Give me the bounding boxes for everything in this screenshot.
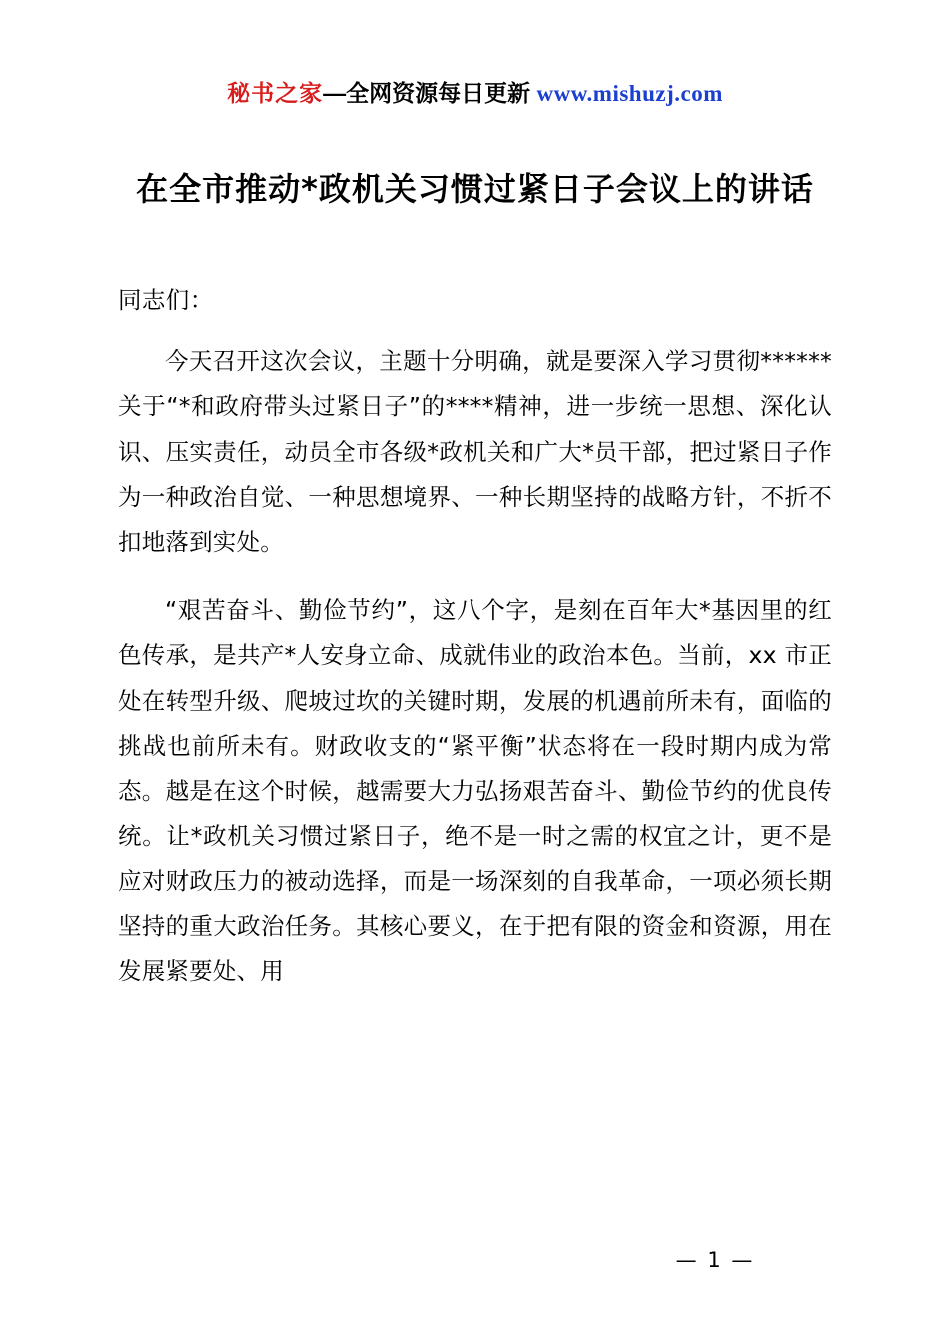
watermark-tagline: —全网资源每日更新 [323,80,531,106]
watermark-brand: 秘书之家 [227,81,324,107]
body-paragraph-1: 今天召开这次会议，主题十分明确，就是要深入学习贯彻******关于“*和政府带头过紧日子”的****精神，进一步统一思想、深化认识、压实责任，动员全市各级*政机关和广大*员干部，把过紧日子作为一种政治自觉、一种思想境界、一种长期坚持的战略方针，不折不扣地落到实处。 [118,347,832,556]
salutation: 同志们： [118,286,214,315]
page-title: 在全市推动*政机关习惯过紧日子会议上的讲话 [136,169,814,208]
page-number: — 1 — [675,1248,755,1272]
body-paragraph-2: “艰苦奋斗、勤俭节约”，这八个字，是刻在百年大*基因里的红色传承，是共产*人安身立命、成就伟业的政治本色。当前，xx 市正处在转型升级、爬坡过坎的关键时期，发展的机遇前所未有，面临的挑战也前所未有。财政收支的“紧平衡”状态将在一段时期内成为常态。越是在这个时候，越需要大力弘扬艰苦奋斗、勤俭节约的优良传统。让*政机关习惯过紧日子，绝不是一时之需的权宜之计，更不是应对财政压力的被动选择，而是一场深刻的自我革命，一项必须长期坚持的重大政治任务。其核心要义，在于把有限的资金和资源，用在发展紧要处、用 [118,596,832,986]
site-watermark [118,80,832,109]
watermark-url[interactable]: www.mishuzj.com [536,81,723,106]
